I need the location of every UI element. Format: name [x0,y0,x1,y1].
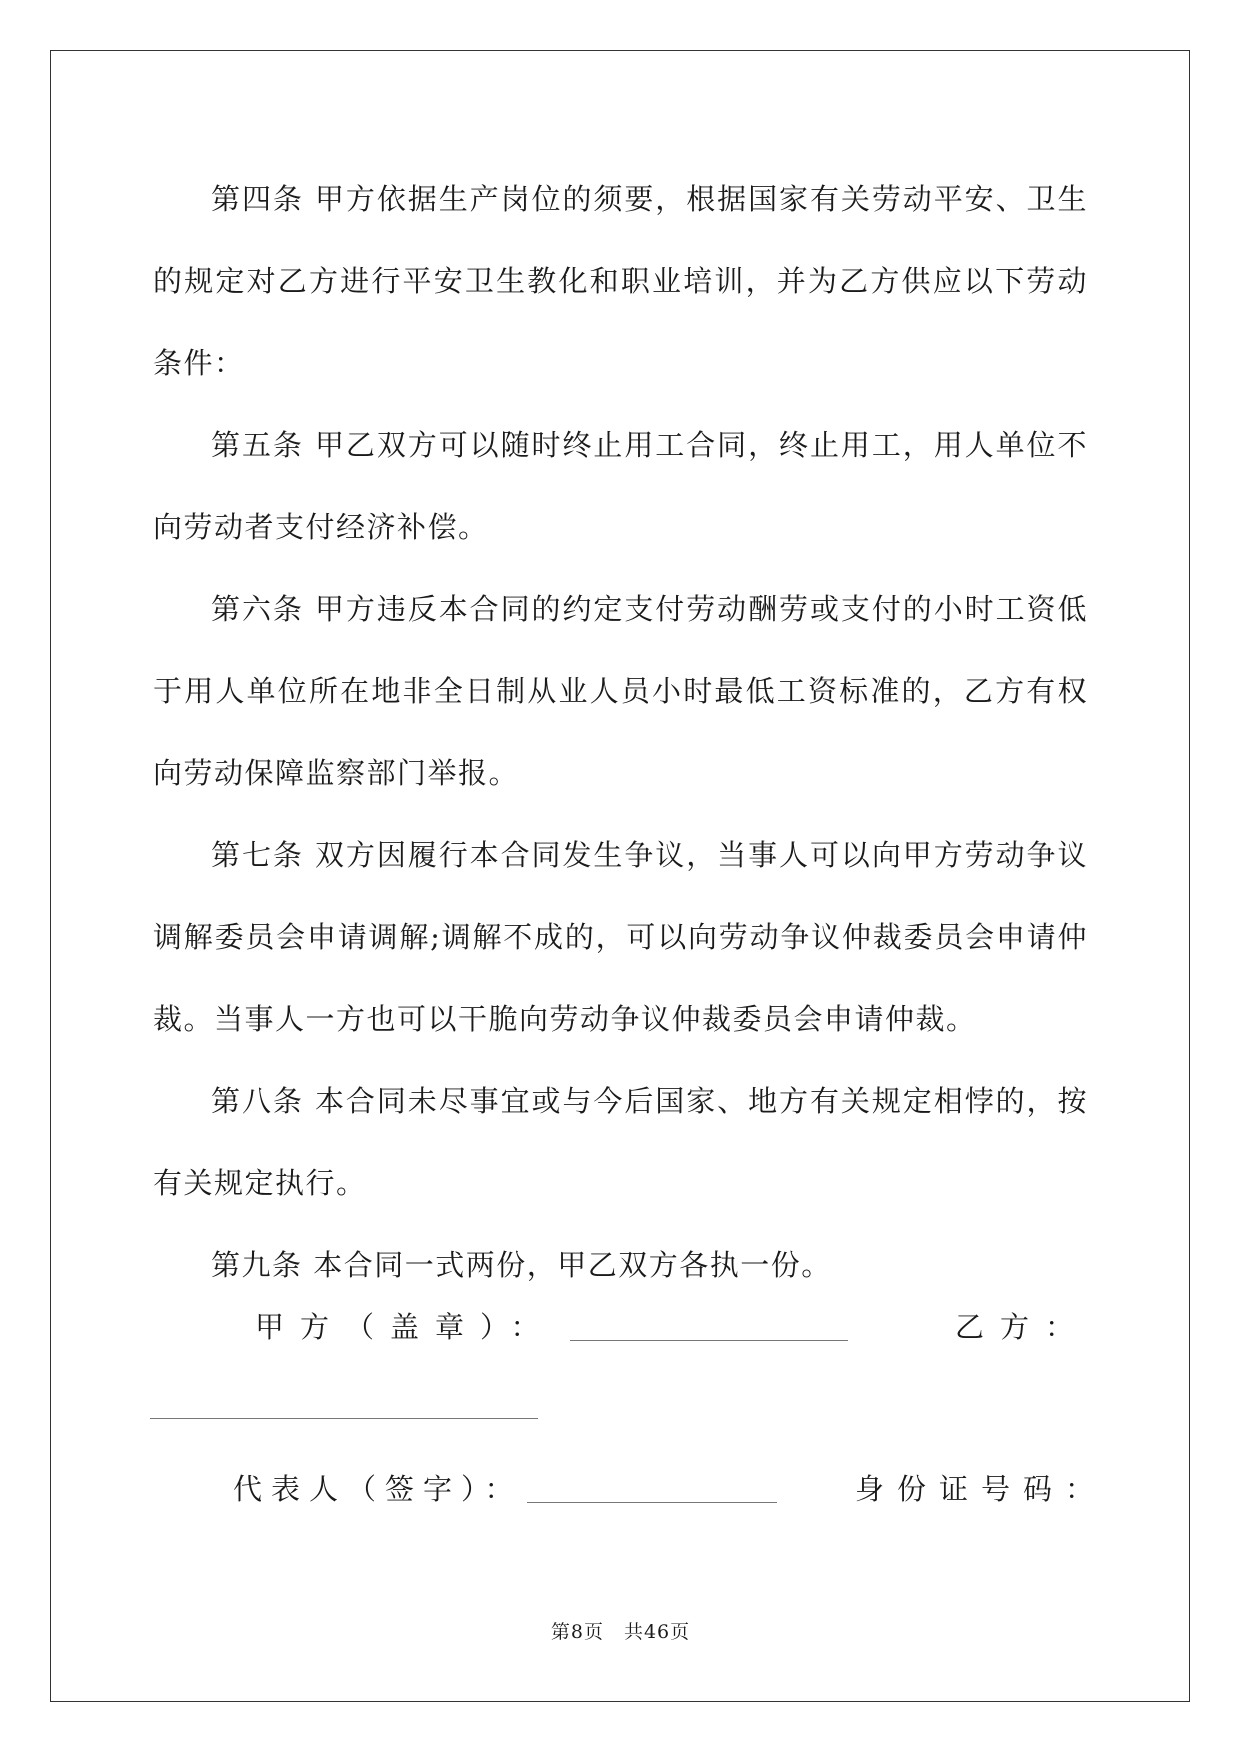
clause-4: 第四条 甲方依据生产岗位的须要，根据国家有关劳动平安、卫生的规定对乙方进行平安卫生教化和职业培训，并为乙方供应以下劳动条件： [153,182,1088,380]
clause-8: 第八条 本合同未尽事宜或与今后国家、地方有关规定相悖的，按有关规定执行。 [153,1084,1088,1200]
clause-5: 第五条 甲乙双方可以随时终止用工合同，终止用工，用人单位不向劳动者支付经济补偿。 [153,428,1088,544]
representative-blank[interactable] [527,1500,777,1503]
clause-7: 第七条 双方因履行本合同发生争议，当事人可以向甲方劳动争议调解委员会申请调解;调解不成的，可以向劳动争议仲裁委员会申请仲裁。当事人一方也可以干脆向劳动争议仲裁委员会申请仲裁。 [153,838,1088,1036]
contract-body [153,158,1088,1306]
party-a-signature [255,1305,556,1346]
party-b-blank[interactable] [150,1416,538,1419]
id-number-field [855,1467,1107,1508]
party-a-blank[interactable] [570,1338,848,1341]
representative-label: 代表人（签字）： [233,1472,523,1506]
representative-signature [233,1467,523,1508]
clause-9: 第九条 本合同一式两份，甲乙双方各执一份。 [211,1248,832,1282]
party-b-signature [955,1305,1090,1346]
clause-6: 第六条 甲方违反本合同的约定支付劳动酬劳或支付的小时工资低于用人单位所在地非全日制从业人员小时最低工资标准的，乙方有权向劳动保障监察部门举报。 [153,592,1088,790]
id-number-label: 身份证号码： [855,1472,1108,1506]
party-a-label: 甲方（盖章）： [255,1310,556,1344]
page-number: 第8页 共46页 [550,1621,691,1643]
party-b-label: 乙方： [955,1310,1091,1344]
